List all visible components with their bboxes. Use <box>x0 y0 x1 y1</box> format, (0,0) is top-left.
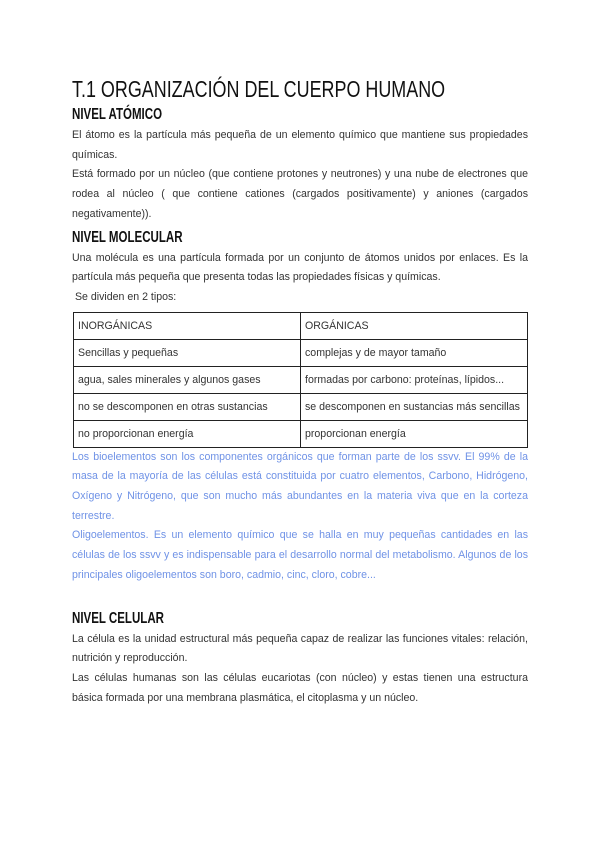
table-header-row <box>74 312 528 339</box>
heading-nivel-molecular: NIVEL MOLECULAR <box>72 228 183 246</box>
table-cell: complejas y de mayor tamaño <box>301 339 528 366</box>
paragraph: Está formado por un núcleo (que contiene protones y neutrones) y una nube de electrones que rodea al núcleo ( que contiene cationes (cargados positivamente) y aniones (cargados negativamente)). <box>72 168 528 220</box>
table-cell: proporcionan energía <box>301 420 528 447</box>
page-title: T.1 ORGANIZACIÓN DEL CUERPO HUMANO <box>72 76 446 102</box>
paragraph: Las células humanas son las células eucariotas (con núcleo) y estas tienen una estructura básica formada por una membrana plasmática, el citoplasma y un núcleo. <box>72 671 528 704</box>
table-cell: Sencillas y pequeñas <box>74 339 301 366</box>
paragraph: El átomo es la partícula más pequeña de un elemento químico que mantiene sus propiedades químicas. <box>72 129 528 161</box>
oligoelementos-paragraph: Oligoelementos. Es un elemento químico que se halla en muy pequeñas cantidades en las células de los ssvv y es indispensable para el desarrollo normal del metabolismo. Algunos de los principales oligoelementos son boro, cadmio, cinc, cloro, cobre... <box>72 529 528 581</box>
heading-nivel-atomico: NIVEL ATÓMICO <box>72 106 163 123</box>
paragraph: Una molécula es una partícula formada por un conjunto de átomos unidos por enlaces. Es la partícula más pequeña que presenta todas las propiedades físicas y químicas. <box>72 251 528 284</box>
table-row <box>74 393 528 420</box>
bioelementos-paragraph: Los bioelementos son los componentes orgánicos que forman parte de los ssvv. El 99% de la masa de la mayoría de las células está constituida por cuatro elementos, Carbono, Hidrógeno, Oxígeno y Nitrógeno, que son mucho más abundantes en la materia viva que en la corteza terrestre. <box>72 450 528 522</box>
table-cell: no se descomponen en otras sustancias <box>74 393 301 420</box>
table-row <box>74 366 528 393</box>
table-cell: no proporcionan energía <box>74 420 301 447</box>
table-cell: se descomponen en sustancias más sencillas <box>301 393 528 420</box>
heading-nivel-celular: NIVEL CELULAR <box>72 609 164 627</box>
table-header: ORGÁNICAS <box>301 312 528 339</box>
table-row <box>74 420 528 447</box>
paragraph: La célula es la unidad estructural más pequeña capaz de realizar las funciones vitales: relación, nutrición y reproducción. <box>72 632 528 665</box>
paragraph: Se dividen en 2 tipos: <box>72 290 177 303</box>
table-cell: agua, sales minerales y algunos gases <box>74 366 301 393</box>
table-header: INORGÁNICAS <box>74 312 301 339</box>
document-page <box>72 76 528 708</box>
table-row <box>74 339 528 366</box>
table-cell: formadas por carbono: proteínas, lípidos... <box>301 366 528 393</box>
molecule-types-table <box>73 312 528 448</box>
